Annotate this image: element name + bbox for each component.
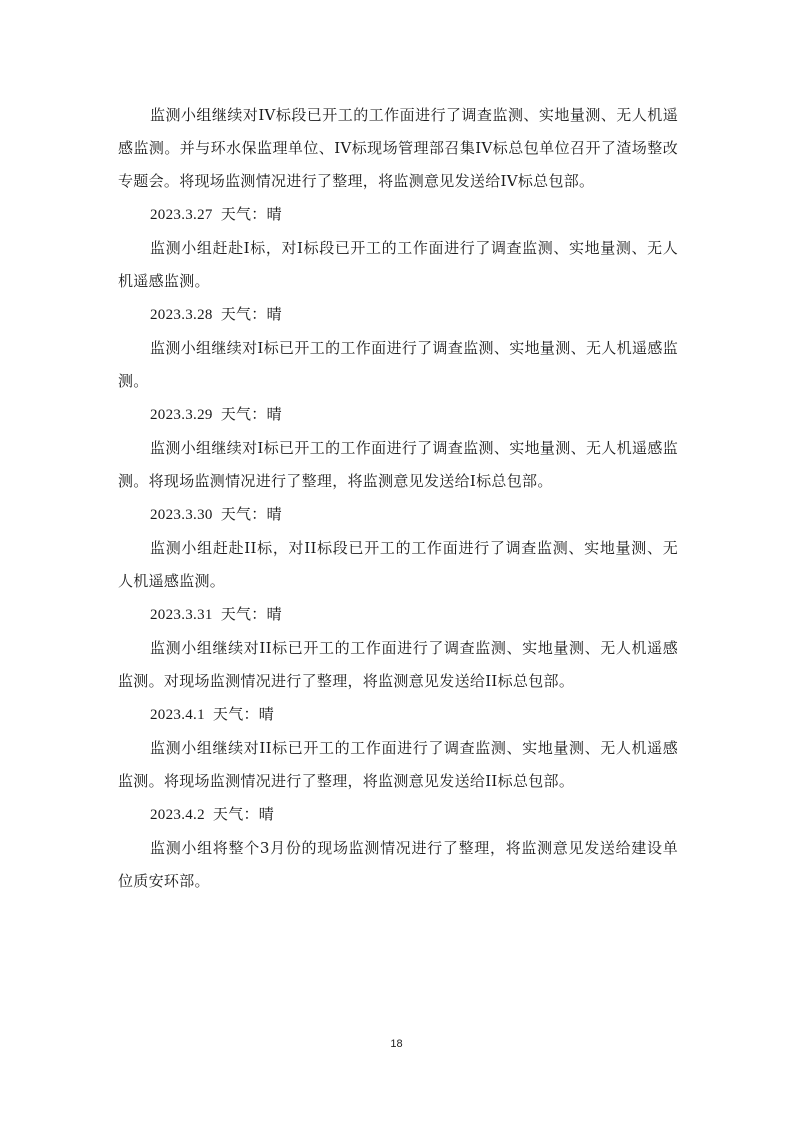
log-date: 2023.4.2 bbox=[150, 807, 205, 823]
log-date: 2023.3.28 bbox=[150, 307, 213, 323]
log-weather: 天气：晴 bbox=[220, 407, 282, 423]
log-paragraph: 监测小组继续对II标已开工的工作面进行了调查监测、实地量测、无人机遥感监测。将现场监测情况进行了整理，将监测意见发送给II标总包部。 bbox=[118, 739, 678, 790]
log-weather: 天气：晴 bbox=[220, 207, 282, 223]
log-weather: 天气：晴 bbox=[220, 307, 282, 323]
log-weather: 天气：晴 bbox=[220, 507, 282, 523]
log-paragraph: 监测小组继续对I标已开工的工作面进行了调查监测、实地量测、无人机遥感监测。 bbox=[118, 339, 678, 390]
log-paragraph: 监测小组将整个3月份的现场监测情况进行了整理，将监测意见发送给建设单位质安环部。 bbox=[118, 839, 678, 890]
log-paragraph: 监测小组继续对I标已开工的工作面进行了调查监测、实地量测、无人机遥感监测。将现场监测情况进行了整理，将监测意见发送给I标总包部。 bbox=[118, 439, 678, 490]
log-paragraph: 监测小组继续对II标已开工的工作面进行了调查监测、实地量测、无人机遥感监测。对现场监测情况进行了整理，将监测意见发送给II标总包部。 bbox=[118, 639, 678, 690]
document-body bbox=[118, 99, 678, 898]
log-date-line bbox=[118, 298, 678, 332]
log-date-line bbox=[118, 598, 678, 632]
log-date: 2023.3.30 bbox=[150, 507, 213, 523]
page-number: 18 bbox=[390, 1038, 403, 1050]
log-date-line bbox=[118, 198, 678, 232]
log-date-line bbox=[118, 398, 678, 432]
log-paragraph: 监测小组继续对IV标段已开工的工作面进行了调查监测、实地量测、无人机遥感监测。并与环水保监理单位、IV标现场管理部召集IV标总包单位召开了渣场整改专题会。将现场监测情况进行了整理，将监测意见发送给IV标总包部。 bbox=[118, 106, 678, 190]
log-paragraph: 监测小组赶赴I标，对I标段已开工的工作面进行了调查监测、实地量测、无人机遥感监测。 bbox=[118, 239, 678, 290]
log-weather: 天气：晴 bbox=[212, 707, 275, 723]
log-paragraph: 监测小组赶赴II标，对II标段已开工的工作面进行了调查监测、实地量测、无人机遥感监测。 bbox=[118, 539, 678, 590]
log-date-line bbox=[118, 798, 678, 832]
log-date: 2023.3.27 bbox=[150, 207, 213, 223]
log-date: 2023.3.31 bbox=[150, 607, 213, 623]
log-date: 2023.4.1 bbox=[150, 707, 205, 723]
log-weather: 天气：晴 bbox=[220, 607, 282, 623]
log-weather: 天气：晴 bbox=[212, 807, 275, 823]
log-date: 2023.3.29 bbox=[150, 407, 213, 423]
log-date-line bbox=[118, 498, 678, 532]
log-date-line bbox=[118, 698, 678, 732]
